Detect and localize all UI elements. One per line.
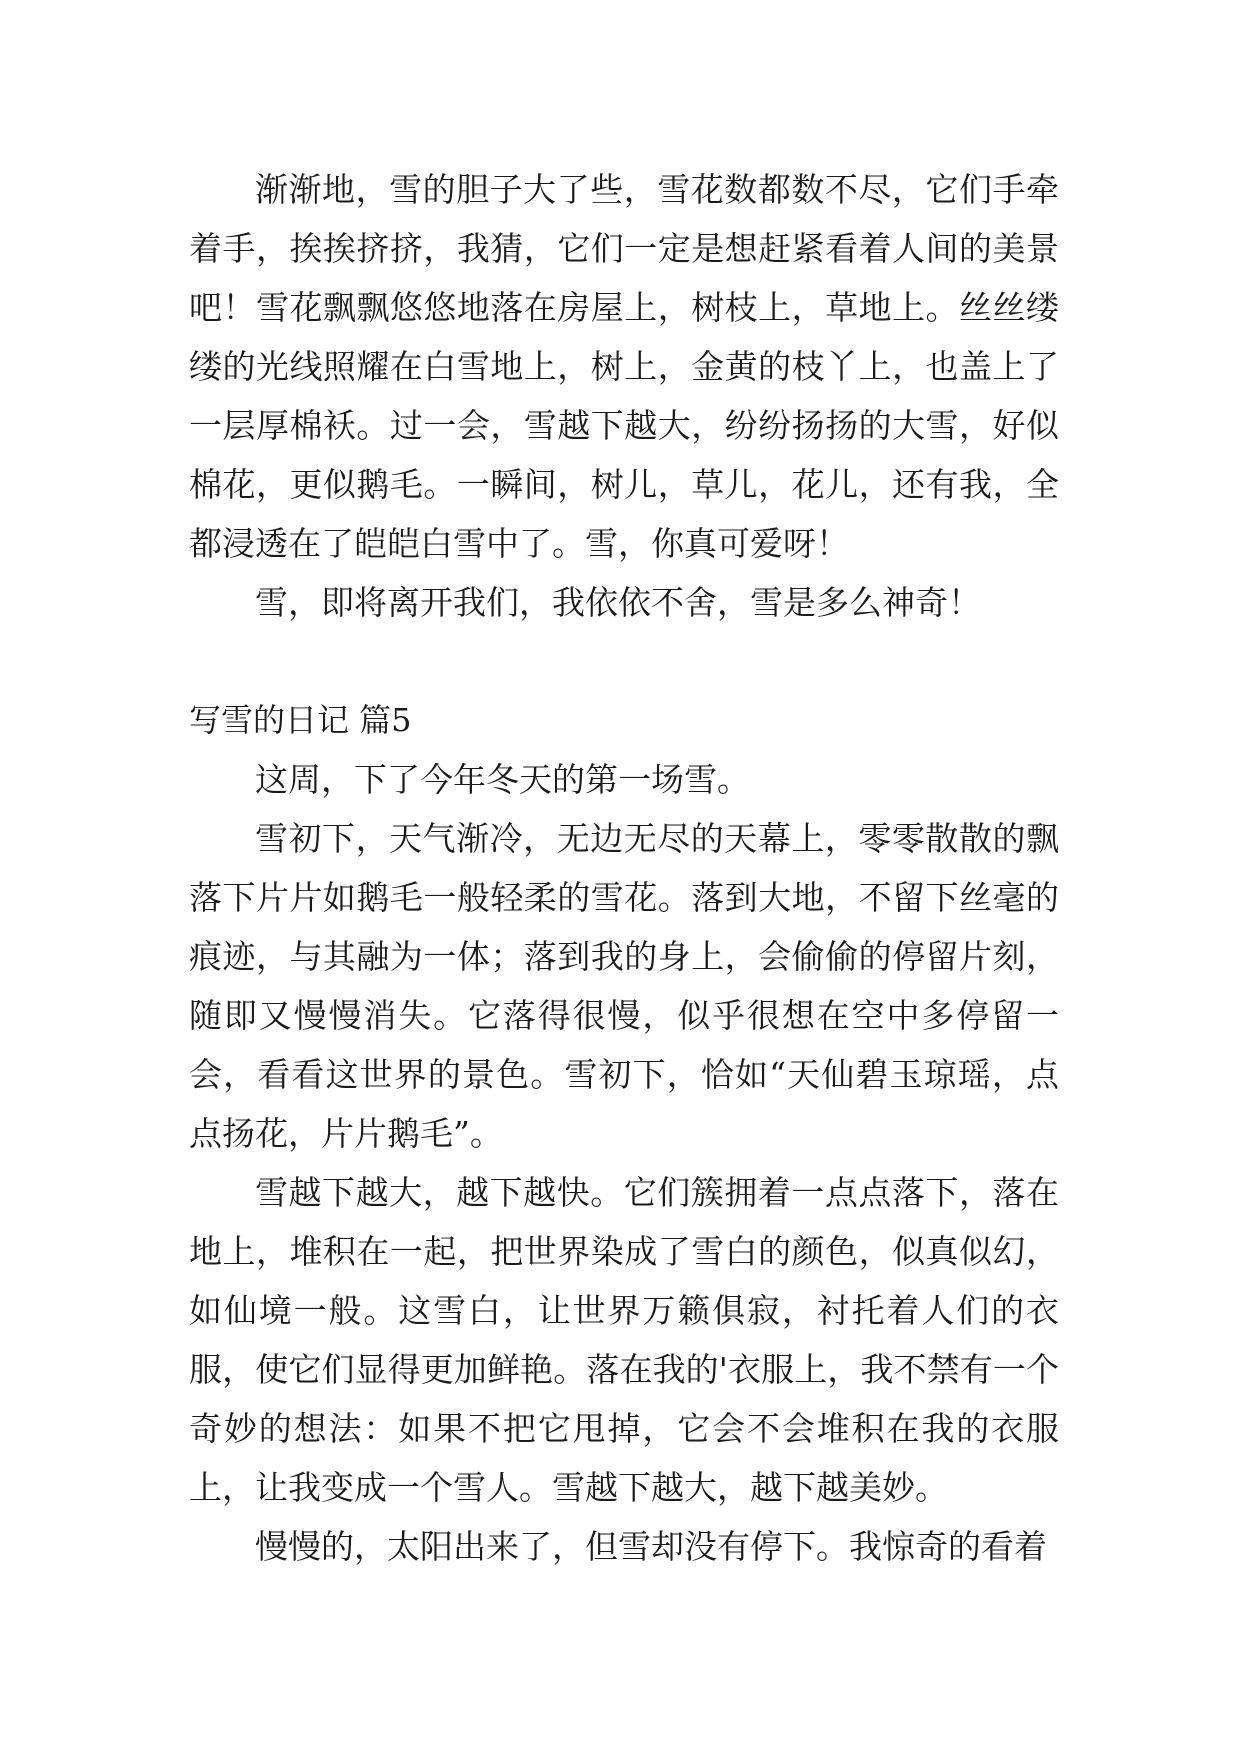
paragraph: 慢慢的，太阳出来了，但雪却没有停下。我惊奇的看着 — [255, 1527, 1047, 1566]
section-heading: 写雪的日记 篇5 — [189, 701, 412, 739]
paragraph: 渐渐地，雪的胆子大了些，雪花数都数不尽，它们手牵着手，挨挨挤挤，我猜，它们一定是想赶紧看着人间的美景吧！雪花飘飘悠悠地落在房屋上，树枝上，草地上。丝丝缕缕的光线照耀在白雪地上，树上，金黄的枝丫上，也盖上了一层厚棉袄。过一会，雪越下越大，纷纷扬扬的大雪，好似棉花，更似鹅毛。一瞬间，树儿，草儿，花儿，还有我，全都浸透在了皑皑白雪中了。雪，你真可爱呀！ — [189, 170, 1059, 563]
paragraph: 雪初下，天气渐冷，无边无尽的天幕上，零零散散的飘落下片片如鹅毛一般轻柔的雪花。落到大地，不留下丝毫的痕迹，与其融为一体；落到我的身上，会偷偷的停留片刻，随即又慢慢消失。它落得很慢，似乎很想在空中多停留一会，看看这世界的景色。雪初下，恰如“天仙碧玉琼瑶，点点扬花，片片鹅毛”。 — [189, 819, 1059, 1153]
paragraph: 雪，即将离开我们，我依依不舍，雪是多么神奇！ — [255, 583, 981, 622]
paragraph: 雪越下越大，越下越快。它们簇拥着一点点落下，落在地上，堆积在一起，把世界染成了雪白的颜色，似真似幻，如仙境一般。这雪白，让世界万籁俱寂，衬托着人们的衣服，使它们显得更加鲜艳。落在我的'衣服上，我不禁有一个奇妙的想法：如果不把它甩掉，它会不会堆积在我的衣服上，让我变成一个雪人。雪越下越大，越下越美妙。 — [189, 1173, 1059, 1507]
paragraph: 这周，下了今年冬天的第一场雪。 — [255, 760, 750, 799]
document-body — [189, 160, 1059, 1576]
